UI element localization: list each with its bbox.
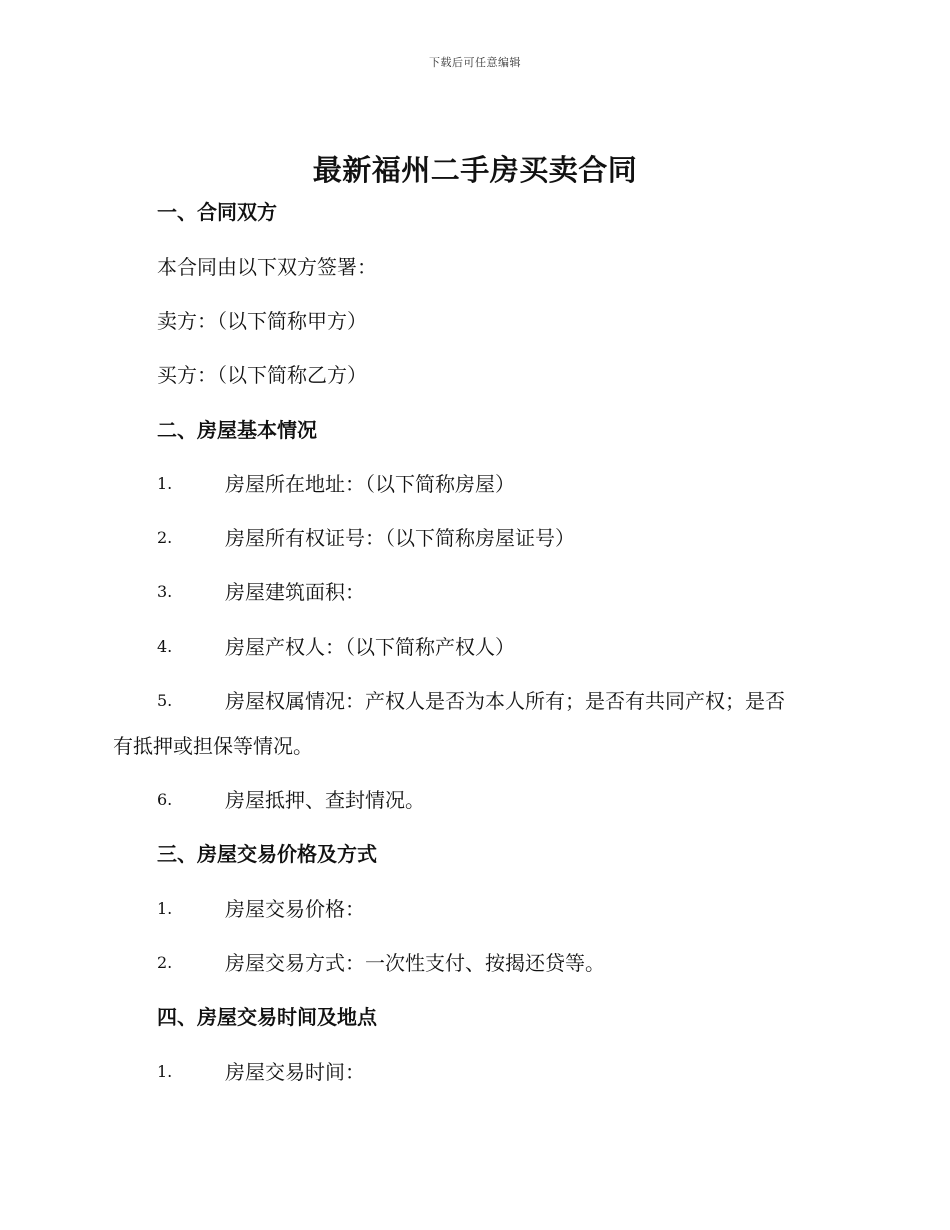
list-item-continuation: 有抵押或担保等情况。 <box>113 734 313 758</box>
seller-line: 卖方：（以下简称甲方） <box>157 309 367 333</box>
buyer-line: 买方：（以下简称乙方） <box>157 363 367 387</box>
list-item-number: 3. <box>157 582 173 601</box>
section-heading-time-place: 四、房屋交易时间及地点 <box>157 1005 377 1029</box>
section-heading-property: 二、房屋基本情况 <box>157 418 317 442</box>
list-item-number: 1. <box>157 474 173 493</box>
list-item-number: 2. <box>157 528 173 547</box>
list-item-number: 5. <box>157 691 173 710</box>
list-item: 房屋交易方式：一次性支付、按揭还贷等。 <box>225 951 605 975</box>
list-item-number: 1. <box>157 899 173 918</box>
parties-intro: 本合同由以下双方签署： <box>157 255 377 279</box>
list-item-number: 6. <box>157 790 173 809</box>
list-item: 房屋所有权证号：（以下简称房屋证号） <box>225 526 575 550</box>
list-item-number: 2. <box>157 953 173 972</box>
list-item: 房屋交易时间： <box>225 1060 365 1084</box>
list-item: 房屋抵押、查封情况。 <box>225 788 425 812</box>
list-item: 房屋建筑面积： <box>225 580 365 604</box>
list-item: 房屋权属情况：产权人是否为本人所有；是否有共同产权；是否 <box>225 689 785 713</box>
list-item: 房屋所在地址：（以下简称房屋） <box>225 472 515 496</box>
list-item: 房屋产权人：（以下简称产权人） <box>225 635 515 659</box>
document-title: 最新福州二手房买卖合同 <box>312 153 638 187</box>
list-item-number: 4. <box>157 637 173 656</box>
list-item: 房屋交易价格： <box>225 897 365 921</box>
header-note: 下载后可任意编辑 <box>429 56 521 69</box>
section-heading-parties: 一、合同双方 <box>157 200 277 224</box>
list-item-number: 1. <box>157 1062 173 1081</box>
section-heading-price: 三、房屋交易价格及方式 <box>157 842 377 866</box>
